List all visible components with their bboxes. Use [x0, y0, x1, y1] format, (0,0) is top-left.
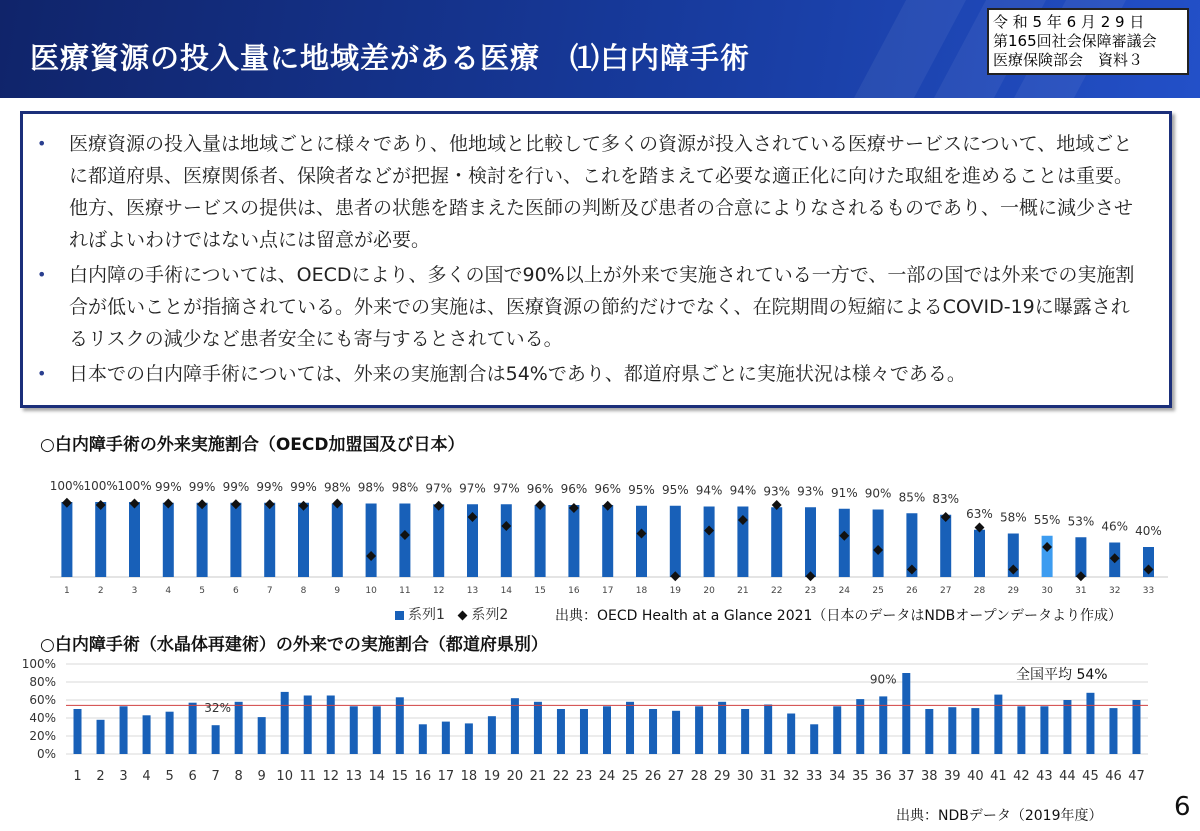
oecd-data-label: 98% [323, 480, 351, 495]
prefecture-bar [143, 715, 151, 754]
prefecture-y-tick: 60% [29, 693, 56, 707]
oecd-data-label: 55% [1033, 512, 1061, 527]
oecd-bar [1075, 537, 1086, 577]
prefecture-bar [304, 696, 312, 755]
prefecture-bar [350, 706, 358, 754]
prefecture-bar [488, 716, 496, 754]
prefecture-x-tick: 41 [990, 769, 1007, 784]
oecd-tick-label: 9 [334, 586, 341, 596]
oecd-data-label: 99% [222, 479, 250, 494]
prefecture-bar [580, 709, 588, 754]
oecd-data-label: 94% [729, 483, 757, 498]
prefecture-y-tick: 100% [21, 657, 56, 671]
oecd-tick-label: 21 [737, 586, 749, 596]
prefecture-x-tick: 40 [967, 769, 984, 784]
prefecture-bar [1086, 693, 1094, 754]
oecd-tick-label: 3 [131, 586, 138, 596]
oecd-tick-label: 31 [1075, 586, 1087, 596]
prefecture-bar [511, 698, 519, 754]
prefecture-x-tick: 24 [598, 769, 616, 784]
prefecture-x-tick: 26 [644, 769, 662, 784]
prefecture-x-tick: 39 [944, 769, 961, 784]
prefecture-x-tick: 29 [713, 769, 731, 784]
oecd-bar [602, 505, 613, 577]
summary-box [20, 111, 1172, 408]
prefecture-x-tick: 46 [1105, 769, 1122, 784]
oecd-data-label: 40% [1135, 524, 1162, 538]
oecd-bar [163, 503, 174, 577]
oecd-data-label: 100% [117, 479, 152, 493]
oecd-bar [264, 503, 275, 577]
prefecture-bar [120, 706, 128, 754]
oecd-bar [1042, 536, 1053, 577]
oecd-tick-label: 27 [939, 586, 952, 596]
prefecture-x-tick: 44 [1059, 769, 1076, 784]
oecd-tick-label: 32 [1108, 586, 1121, 596]
prefecture-x-tick: 11 [299, 769, 316, 784]
oecd-data-label: 99% [290, 479, 317, 494]
prefecture-chart-source: 出典：NDBデータ（2019年度） [896, 808, 1103, 824]
oecd-tick-label: 12 [432, 586, 445, 596]
oecd-bar [805, 507, 816, 577]
legend-series1-label: 系列1 [408, 607, 445, 623]
legend-series1-swatch [395, 611, 404, 620]
prefecture-bar [649, 709, 657, 754]
national-average-label: 全国平均 54% [1016, 667, 1108, 683]
prefecture-chart-title: ○白内障手術（水晶体再建術）の外来での実施割合（都道府県別） [40, 635, 548, 655]
prefecture-x-tick: 17 [437, 769, 455, 784]
meeting-info-box [987, 8, 1189, 75]
oecd-chart-title: ○白内障手術の外来実施割合（OECD加盟国及び日本） [40, 435, 465, 455]
oecd-tick-label: 4 [165, 586, 172, 596]
oecd-data-label: 85% [898, 490, 926, 505]
prefecture-y-tick: 20% [29, 729, 56, 743]
oecd-tick-label: 10 [365, 586, 377, 596]
summary-bullet-1: • 医療資源の投入量は地域ごとに様々であり、他地域と比較して多くの資源が投入されている医療サービスについて、地域ごとに都道府県、医療関係者、保険者などが把握・検討を行い、これを踏まえて必要な適正化に向けた取組を進めることは重要。他方、医療サービスの提供は、患者の状態を踏まえた医師の判断及び患者の合意によりなされるものであり、一概に減少させればよいわけではない点には留意が必要。 [69, 128, 1145, 256]
oecd-bar [366, 504, 377, 578]
oecd-tick-label: 17 [601, 586, 614, 596]
oecd-bar [771, 507, 782, 577]
prefecture-x-tick: 10 [276, 769, 293, 784]
prefecture-x-tick: 18 [460, 769, 478, 784]
prefecture-x-tick: 1 [73, 769, 82, 784]
prefecture-bar [327, 696, 335, 755]
prefecture-bar [442, 722, 450, 754]
prefecture-x-tick: 34 [828, 769, 846, 784]
prefecture-bar [787, 714, 795, 755]
oecd-data-label: 96% [560, 482, 588, 496]
oecd-tick-label: 26 [906, 586, 918, 596]
oecd-bar [873, 510, 884, 578]
oecd-tick-label: 6 [233, 586, 239, 596]
oecd-data-label: 97% [459, 481, 486, 496]
oecd-tick-label: 15 [534, 586, 546, 596]
oecd-tick-label: 18 [635, 586, 648, 596]
oecd-bar [230, 503, 241, 577]
prefecture-bar [258, 717, 266, 754]
oecd-bar [568, 505, 579, 577]
oecd-tick-label: 11 [399, 586, 411, 596]
prefecture-x-tick: 42 [1013, 769, 1030, 784]
prefecture-bar [557, 709, 565, 754]
prefecture-x-tick: 21 [529, 769, 547, 784]
oecd-tick-label: 7 [266, 586, 273, 596]
page-title: 医療資源の投入量に地域差がある医療 ⑴白内障手術 [30, 41, 751, 75]
oecd-data-label: 46% [1101, 519, 1129, 534]
prefecture-bar [626, 702, 634, 754]
prefecture-x-tick: 45 [1082, 769, 1099, 784]
prefecture-bar [1063, 700, 1071, 754]
oecd-data-label: 100% [49, 479, 85, 493]
prefecture-bar [1017, 706, 1025, 754]
prefecture-x-tick: 30 [736, 769, 754, 784]
oecd-tick-label: 28 [973, 586, 986, 596]
oecd-data-label: 98% [391, 480, 419, 495]
oecd-bar [399, 504, 410, 578]
oecd-bar [298, 503, 309, 577]
oecd-data-label: 99% [256, 479, 284, 494]
oecd-data-label: 93% [797, 484, 824, 499]
oecd-data-label: 97% [492, 481, 520, 496]
prefecture-bar [741, 709, 749, 754]
oecd-tick-label: 29 [1007, 586, 1020, 596]
prefecture-x-tick: 20 [506, 769, 524, 784]
prefecture-bar [74, 709, 82, 754]
oecd-data-label: 97% [425, 481, 453, 496]
prefecture-x-tick: 38 [921, 769, 938, 784]
prefecture-bar [235, 702, 243, 754]
prefecture-bar [948, 707, 956, 754]
prefecture-x-tick: 37 [898, 769, 915, 784]
prefecture-x-tick: 31 [759, 769, 777, 784]
oecd-tick-label: 30 [1041, 586, 1053, 596]
oecd-bar [129, 502, 140, 577]
meeting-name: 第165回社会保障審議会 [993, 32, 1157, 50]
prefecture-x-tick: 5 [165, 769, 174, 784]
prefecture-y-tick: 0% [36, 747, 56, 761]
header-banner [0, 0, 1200, 98]
prefecture-bar [925, 709, 933, 754]
oecd-data-label: 83% [932, 491, 960, 506]
oecd-bar [974, 530, 985, 577]
prefecture-x-tick: 6 [188, 769, 197, 784]
oecd-tick-label: 5 [199, 586, 205, 596]
prefecture-x-tick: 43 [1036, 769, 1053, 784]
prefecture-bar [1132, 700, 1140, 754]
prefecture-max-label: 90% [869, 672, 897, 687]
summary-bullet-3: • 日本での白内障手術については、外来の実施割合は54%であり、都道府県ごとに実施状況は様々である。 [69, 358, 1145, 390]
oecd-tick-label: 23 [804, 586, 817, 596]
oecd-tick-label: 2 [97, 586, 104, 596]
prefecture-x-tick: 15 [391, 769, 409, 784]
prefecture-y-tick: 40% [29, 711, 56, 725]
oecd-data-label: 96% [526, 482, 554, 496]
prefecture-bar [534, 702, 542, 754]
oecd-chart-legend [395, 604, 508, 624]
prefecture-x-tick: 2 [96, 769, 105, 784]
prefecture-x-tick: 33 [805, 769, 823, 784]
prefecture-x-tick: 7 [211, 769, 220, 784]
oecd-bar [95, 502, 106, 577]
prefecture-bar [695, 706, 703, 754]
prefecture-x-tick: 4 [142, 769, 151, 784]
prefecture-x-tick: 23 [575, 769, 593, 784]
oecd-tick-label: 24 [838, 586, 851, 596]
prefecture-x-tick: 8 [234, 769, 243, 784]
prefecture-x-tick: 9 [257, 769, 266, 784]
oecd-bar [61, 502, 72, 577]
oecd-tick-label: 25 [872, 586, 884, 596]
summary-bullet-2: • 白内障の手術については、OECDにより、多くの国で90%以上が外来で実施されている一方で、一部の国では外来での実施割合が低いことが指摘されている。外来での実施は、医療資源の節約だけでなく、在院期間の短縮によるCOVID-19に曝露されるリスクの減少など患者安全にも寄与するとされている。 [69, 259, 1145, 355]
prefecture-x-tick: 28 [690, 769, 708, 784]
oecd-bar [704, 507, 715, 578]
document-number: 医療保険部会 資料３ [993, 51, 1144, 69]
prefecture-bar [97, 720, 105, 754]
prefecture-x-tick: 32 [782, 769, 800, 784]
oecd-bar [501, 504, 512, 577]
oecd-data-label: 100% [83, 479, 118, 493]
prefecture-bar [810, 724, 818, 754]
prefecture-bar [465, 723, 473, 754]
prefecture-x-tick: 19 [483, 769, 501, 784]
oecd-bar [670, 506, 681, 577]
prefecture-bar [718, 702, 726, 754]
prefecture-x-tick: 25 [621, 769, 639, 784]
oecd-data-label: 95% [661, 482, 689, 497]
prefecture-bar [603, 706, 611, 754]
oecd-tick-label: 16 [568, 586, 580, 596]
prefecture-bar [994, 695, 1002, 754]
prefecture-bar [833, 706, 841, 754]
oecd-tick-label: 14 [500, 586, 513, 596]
prefecture-bar [672, 711, 680, 754]
prefecture-x-tick: 47 [1128, 769, 1145, 784]
oecd-outpatient-chart [0, 455, 1200, 605]
oecd-tick-label: 22 [770, 586, 783, 596]
oecd-data-label: 98% [357, 480, 385, 495]
prefecture-bar [281, 692, 289, 754]
prefecture-bar [1040, 706, 1048, 754]
legend-series2-marker [458, 610, 468, 620]
oecd-tick-label: 33 [1142, 586, 1155, 596]
oecd-bar [940, 515, 951, 577]
prefecture-bar [1109, 708, 1117, 754]
prefecture-bar [212, 725, 220, 754]
prefecture-x-tick: 35 [851, 769, 869, 784]
oecd-chart-source: 出典：OECD Health at a Glance 2021（日本のデータはNDBオープンデータより作成） [555, 608, 1123, 624]
oecd-data-label: 95% [628, 482, 655, 497]
oecd-data-label: 99% [154, 479, 182, 494]
prefecture-bar [971, 708, 979, 754]
oecd-bar [535, 505, 546, 577]
prefecture-x-tick: 13 [345, 769, 363, 784]
oecd-bar [839, 509, 850, 577]
oecd-data-label: 90% [864, 486, 892, 501]
prefecture-x-tick: 36 [874, 769, 892, 784]
prefecture-x-tick: 14 [368, 769, 386, 784]
oecd-bar [433, 504, 444, 577]
oecd-data-label: 91% [830, 485, 858, 500]
oecd-data-label: 53% [1067, 514, 1095, 529]
prefecture-bar [419, 724, 427, 754]
meeting-date: 令 和 5 年 6 月 2 9 日 [993, 13, 1145, 31]
prefecture-y-tick: 80% [29, 675, 56, 689]
oecd-bar [636, 506, 647, 577]
prefecture-bar [902, 673, 910, 754]
oecd-data-label: 58% [999, 510, 1027, 525]
oecd-bar [332, 504, 343, 578]
oecd-data-label: 93% [763, 484, 791, 499]
page-number: 6 [1174, 792, 1191, 822]
oecd-tick-label: 1 [64, 586, 70, 596]
prefecture-bar [189, 703, 197, 754]
prefecture-x-tick: 3 [119, 769, 128, 784]
oecd-tick-label: 13 [466, 586, 479, 596]
prefecture-x-tick: 22 [552, 769, 570, 784]
oecd-tick-label: 20 [703, 586, 715, 596]
prefecture-min-label: 32% [204, 701, 231, 716]
prefecture-bar [166, 712, 174, 754]
oecd-tick-label: 19 [669, 586, 682, 596]
oecd-bar [197, 503, 208, 577]
oecd-data-label: 96% [594, 482, 622, 496]
oecd-data-label: 99% [188, 479, 216, 494]
prefecture-x-tick: 16 [414, 769, 432, 784]
oecd-tick-label: 8 [300, 586, 307, 596]
prefecture-x-tick: 12 [322, 769, 340, 784]
oecd-data-label: 94% [695, 483, 723, 498]
prefecture-bar [856, 699, 864, 754]
prefecture-x-tick: 27 [667, 769, 685, 784]
prefecture-bar [764, 705, 772, 755]
prefecture-bar [373, 706, 381, 754]
legend-series2-label: 系列2 [471, 607, 509, 623]
oecd-data-label: 63% [966, 506, 993, 521]
